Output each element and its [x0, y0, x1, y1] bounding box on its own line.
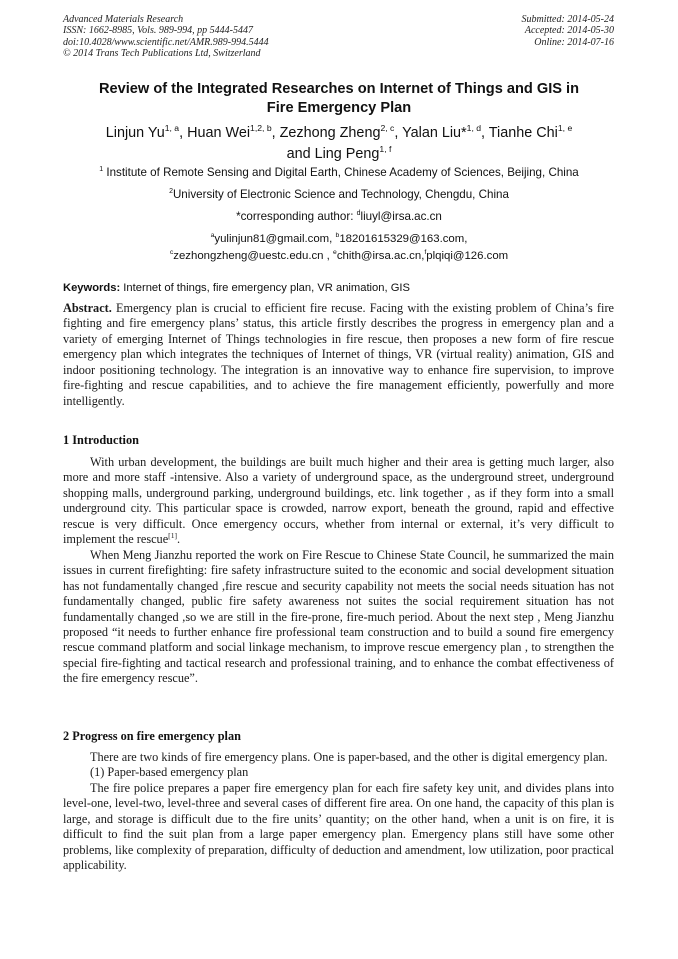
paper-title — [60, 80, 618, 117]
progress-body — [63, 750, 614, 874]
email-address: chith@irsa.ac.cn, — [336, 250, 425, 262]
accepted-date: Accepted: 2014-05-30 — [524, 25, 614, 37]
corresponding-sup: d — [356, 210, 361, 218]
author-list — [40, 123, 638, 165]
section-heading-progress: 2 Progress on fire emergency plan — [63, 729, 241, 743]
author-affil-sup: 1, a — [164, 123, 180, 134]
abstract-text: Emergency plan is crucial to efficient fire recuse. Facing with the existing problem of China’s fire fighting and fire emergency plans’ status, this article firstly describes the progress in emergency plan and a variety of emerging Internet of Things technologies in fire rescue, then proposes a new form of fire rescue emergency plan which integrates the techniques of Internet of things, VR (virtual reality) animation, GIS and indoor positioning technology. The integration is an innovative way to enhance fire supervision, to improve fire-fighting and rescue capabilities, and to achieve the fire management efficiently, powerfully and more intelligently. — [63, 301, 614, 408]
introduction-body — [63, 455, 614, 687]
affiliation-text: Institute of Remote Sensing and Digital Earth, Chinese Academy of Sciences, Beijing, China — [106, 166, 579, 179]
doi-line: doi:10.4028/www.scientific.net/AMR.989-994.5444 — [63, 36, 269, 48]
keywords — [63, 281, 623, 295]
affiliation-1 — [40, 166, 638, 180]
author-name: Ling Peng — [314, 146, 380, 162]
affiliation-text: University of Electronic Science and Technology, Chengdu, China — [172, 188, 509, 201]
author-affil-sup: 1, f — [379, 144, 392, 155]
section-heading-introduction: 1 Introduction — [63, 433, 139, 447]
paragraph: There are two kinds of fire emergency plans. One is paper-based, and the other is digital emergency plan. — [90, 750, 608, 764]
author-name: Yalan Liu* — [402, 125, 467, 141]
author-affil-sup: 2, c — [380, 123, 395, 134]
author-name: Tianhe Chi — [488, 125, 558, 141]
affiliation-number: 1 — [99, 166, 104, 174]
title-line-1: Review of the Integrated Researches on Internet of Things and GIS in — [98, 81, 580, 97]
author-name: Zezhong Zheng — [279, 125, 381, 141]
keywords-text: Internet of things, fire emergency plan, VR animation, GIS — [120, 282, 410, 294]
email-address: 18201615329@163.com, — [339, 233, 468, 245]
author-line-1: Linjun Yu$^{1, a}$, Huan Wei$^{1,2, b}$, Zezhong Zheng$^{2, c}$, Yalan Liu*$^{1, d}$, Tianhe Chi$^{1, e}$ — [105, 123, 573, 141]
author-line-2 — [40, 144, 638, 165]
copyright-line: © 2014 Trans Tech Publications Ltd, Switzerland — [63, 47, 261, 59]
email-line-2 — [40, 248, 638, 265]
citation: [1] — [168, 531, 178, 541]
author-affil-sup: 1,2, b — [250, 123, 272, 134]
affiliation-2 — [40, 188, 638, 202]
email-list — [40, 231, 638, 265]
subheading: (1) Paper-based emergency plan — [90, 765, 249, 780]
paragraph-end: . — [177, 532, 181, 547]
email-address: plqiqi@126.com — [426, 250, 509, 262]
paragraph-text: With urban development, the buildings are built much higher and their area is getting much larger, also more and more staff -intensive. Also a variety of underground space, as the underground street, underground shopping malls, underground parking, underground buildings, etc. link together , as if they form into a small underground city. This particular space is crowded, narrow export, beneath the ground, rapid and effective rescue is very difficult. Once emergency occurs, whether from internal or external, it’s very difficult to implement the rescue — [63, 455, 614, 547]
author-name: Huan Wei — [187, 125, 251, 141]
online-date: Online: 2014-07-16 — [534, 36, 614, 48]
email-sup: c — [169, 249, 174, 257]
email-sup: b — [335, 232, 340, 240]
email-sup: e — [333, 249, 337, 257]
email-sup: a — [210, 232, 215, 240]
issn-line: ISSN: 1662-8985, Vols. 989-994, pp 5444-5447 — [63, 25, 253, 37]
submitted-date: Submitted: 2014-05-24 — [521, 14, 614, 25]
corresponding-prefix: *corresponding author: — [236, 210, 357, 223]
author-name: Linjun Yu — [105, 125, 165, 141]
paragraph — [63, 455, 614, 548]
email-address: yulinjun81@gmail.com, — [214, 233, 333, 245]
author-and: and — [286, 146, 311, 162]
keywords-label: Keywords: — [63, 282, 121, 294]
abstract — [63, 301, 614, 409]
paragraph: The fire police prepares a paper fire emergency plan for each fire safety key unit, and divides plans into level-one, level-two, level-three and several cases of different fire area. On one hand, the capacity of this plan is large, and storage is difficult due to the fire units’ quantity; on the other hand, when a unit is on fire, it is difficult to find the suit plan from a large paper emergency plan. Emergency plans still have some other problems, like complexity of preparation, difficulty of deduction and amendment, low utilization, poor practical applicability. — [63, 780, 614, 873]
title-line-2: Fire Emergency Plan — [266, 99, 412, 116]
email-sup: f — [424, 249, 427, 257]
affiliation-number: 2 — [169, 188, 173, 196]
paragraph: When Meng Jianzhu reported the work on Fire Rescue to Chinese State Council, he summarized the main issues in current firefighting: fire safety infrastructure suited to the economic and social development situation has not fundamentally changed ,fire rescue and security capability not meets the social needs situation has not fundamentally changed, public fire safety awareness not suites the social requirement situation has not fundamentally changed ,so we are still in the fire-prone, fire-much period. About the next step , Meng Jianzhu proposed “it needs to further enhance fire professional team construction and to build a sound fire emergency rescue command platform and social linkage mechanism, to improve rescue emergency plan , to strengthen the special fire-fighting and tactical research and professional training, and to enhance the combat effectiveness of the fire emergency rescue”. — [63, 547, 614, 686]
author-affil-sup: 1, e — [557, 123, 573, 134]
corresponding-email: liuyl@irsa.ac.cn — [360, 210, 442, 223]
journal-name: Advanced Materials Research — [63, 14, 184, 25]
abstract-label: Abstract. — [63, 301, 112, 315]
email-address: zezhongzheng@uestc.edu.cn , — [173, 250, 330, 262]
email-line-1 — [40, 231, 638, 248]
journal-header — [63, 14, 269, 59]
author-affil-sup: 1, d — [466, 123, 482, 134]
dates-header — [522, 14, 615, 48]
corresponding-author — [40, 210, 638, 224]
